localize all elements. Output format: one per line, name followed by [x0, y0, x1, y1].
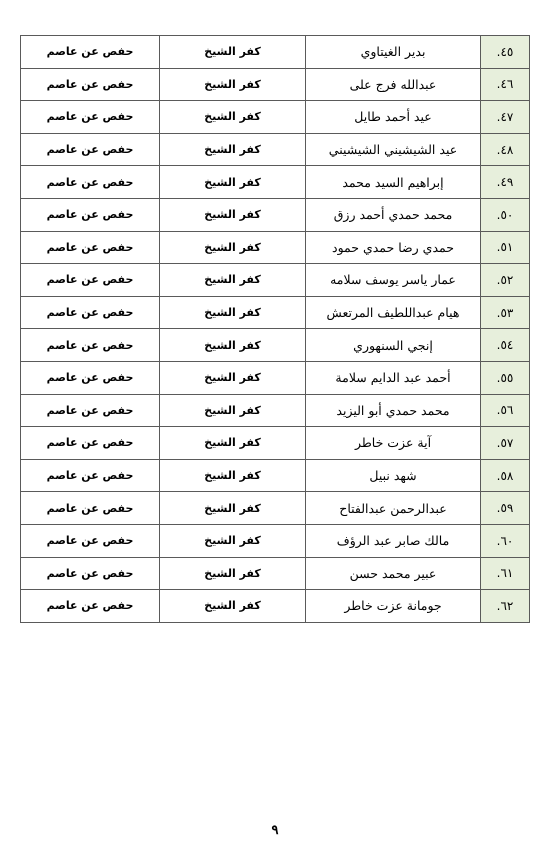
name-cell: محمد حمدي أبو اليزيد	[306, 394, 481, 427]
recitation-cell: حفص عن عاصم	[21, 557, 160, 590]
table-row	[21, 166, 530, 199]
place-cell: كفر الشيخ	[160, 101, 306, 134]
row-number-cell: ٦٢.	[481, 590, 530, 623]
row-number-cell: ٥٥.	[481, 361, 530, 394]
place-cell: كفر الشيخ	[160, 492, 306, 525]
table-row	[21, 264, 530, 297]
place-cell: كفر الشيخ	[160, 590, 306, 623]
place-cell: كفر الشيخ	[160, 524, 306, 557]
place-cell: كفر الشيخ	[160, 427, 306, 460]
row-number-cell: ٥٤.	[481, 329, 530, 362]
name-cell: عبدالرحمن عبدالفتاح	[306, 492, 481, 525]
place-cell: كفر الشيخ	[160, 198, 306, 231]
name-cell: عيد الشيشيني الشيشيني	[306, 133, 481, 166]
recitation-cell: حفص عن عاصم	[21, 590, 160, 623]
place-cell: كفر الشيخ	[160, 166, 306, 199]
name-cell: حمدي رضا حمدي حمود	[306, 231, 481, 264]
recitation-cell: حفص عن عاصم	[21, 231, 160, 264]
place-cell: كفر الشيخ	[160, 264, 306, 297]
row-number-cell: ٥٩.	[481, 492, 530, 525]
name-cell: إنجي السنهوري	[306, 329, 481, 362]
recitation-cell: حفص عن عاصم	[21, 68, 160, 101]
row-number-cell: ٥٧.	[481, 427, 530, 460]
table-row	[21, 101, 530, 134]
table-row	[21, 68, 530, 101]
place-cell: كفر الشيخ	[160, 361, 306, 394]
recitation-cell: حفص عن عاصم	[21, 329, 160, 362]
place-cell: كفر الشيخ	[160, 68, 306, 101]
place-cell: كفر الشيخ	[160, 296, 306, 329]
recitation-cell: حفص عن عاصم	[21, 394, 160, 427]
name-cell: آية عزت خاطر	[306, 427, 481, 460]
recitation-cell: حفص عن عاصم	[21, 133, 160, 166]
row-number-cell: ٤٩.	[481, 166, 530, 199]
row-number-cell: ٤٦.	[481, 68, 530, 101]
table-row	[21, 557, 530, 590]
row-number-cell: ٤٨.	[481, 133, 530, 166]
row-number-cell: ٥٢.	[481, 264, 530, 297]
recitation-cell: حفص عن عاصم	[21, 492, 160, 525]
name-cell: مالك صابر عبد الرؤف	[306, 524, 481, 557]
roster-table	[20, 35, 530, 623]
recitation-cell: حفص عن عاصم	[21, 36, 160, 69]
name-cell: بدير الغيتاوي	[306, 36, 481, 69]
recitation-cell: حفص عن عاصم	[21, 296, 160, 329]
row-number-cell: ٥٠.	[481, 198, 530, 231]
row-number-cell: ٤٥.	[481, 36, 530, 69]
place-cell: كفر الشيخ	[160, 231, 306, 264]
place-cell: كفر الشيخ	[160, 329, 306, 362]
name-cell: جومانة عزت خاطر	[306, 590, 481, 623]
place-cell: كفر الشيخ	[160, 394, 306, 427]
table-row	[21, 36, 530, 69]
place-cell: كفر الشيخ	[160, 133, 306, 166]
row-number-cell: ٥٣.	[481, 296, 530, 329]
table-row	[21, 394, 530, 427]
name-cell: عمار ياسر يوسف سلامه	[306, 264, 481, 297]
row-number-cell: ٥٨.	[481, 459, 530, 492]
row-number-cell: ٥٦.	[481, 394, 530, 427]
table-row	[21, 524, 530, 557]
row-number-cell: ٤٧.	[481, 101, 530, 134]
page-number: ٩	[271, 823, 279, 838]
name-cell: محمد حمدي أحمد رزق	[306, 198, 481, 231]
recitation-cell: حفص عن عاصم	[21, 524, 160, 557]
recitation-cell: حفص عن عاصم	[21, 198, 160, 231]
recitation-cell: حفص عن عاصم	[21, 361, 160, 394]
roster-table-body	[21, 36, 530, 623]
table-row	[21, 590, 530, 623]
recitation-cell: حفص عن عاصم	[21, 166, 160, 199]
table-row	[21, 296, 530, 329]
table-row	[21, 459, 530, 492]
name-cell: شهد نبيل	[306, 459, 481, 492]
table-row	[21, 198, 530, 231]
table-row	[21, 231, 530, 264]
place-cell: كفر الشيخ	[160, 36, 306, 69]
place-cell: كفر الشيخ	[160, 557, 306, 590]
place-cell: كفر الشيخ	[160, 459, 306, 492]
table-row	[21, 492, 530, 525]
row-number-cell: ٦١.	[481, 557, 530, 590]
name-cell: أحمد عبد الدايم سلامة	[306, 361, 481, 394]
table-row	[21, 427, 530, 460]
name-cell: إبراهيم السيد محمد	[306, 166, 481, 199]
recitation-cell: حفص عن عاصم	[21, 264, 160, 297]
table-row	[21, 133, 530, 166]
name-cell: عيد أحمد طايل	[306, 101, 481, 134]
name-cell: عبير محمد حسن	[306, 557, 481, 590]
table-row	[21, 329, 530, 362]
name-cell: هيام عبداللطيف المرتعش	[306, 296, 481, 329]
name-cell: عبدالله فرج على	[306, 68, 481, 101]
row-number-cell: ٥١.	[481, 231, 530, 264]
table-row	[21, 361, 530, 394]
row-number-cell: ٦٠.	[481, 524, 530, 557]
recitation-cell: حفص عن عاصم	[21, 101, 160, 134]
recitation-cell: حفص عن عاصم	[21, 459, 160, 492]
recitation-cell: حفص عن عاصم	[21, 427, 160, 460]
